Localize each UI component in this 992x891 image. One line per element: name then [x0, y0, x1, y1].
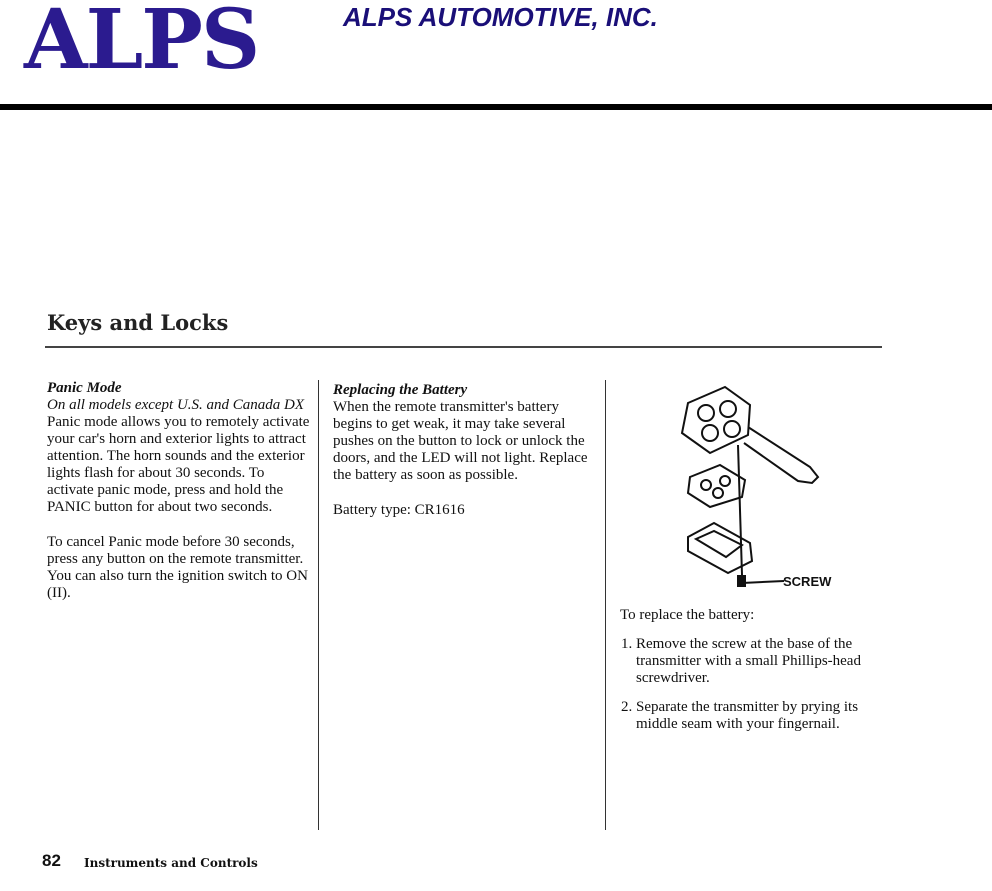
transmitter-exploded-illustration: [670, 385, 870, 600]
footer-title: Instruments and Controls: [84, 856, 258, 870]
list-item: 1. Remove the screw at the base of the transmitter with a small Phillips-head screwdriver.: [636, 636, 890, 687]
battery-column: [333, 382, 598, 519]
panic-mode-heading: Panic Mode: [47, 380, 122, 396]
battery-type: Battery type: CR1616: [333, 502, 465, 518]
column-divider: [605, 380, 606, 830]
panic-mode-description: Panic mode allows you to remotely activate your car's horn and exterior lights to attract attention. The horn sounds and the exterior lights flash for about 30 seconds. To activate panic mode, press and hold the PANIC button for about two seconds.: [47, 414, 310, 515]
section-rule: [45, 346, 882, 348]
company-name: ALPS AUTOMOTIVE, INC.: [343, 2, 658, 32]
screw-label: SCREW: [783, 574, 832, 589]
panic-mode-cancel: To cancel Panic mode before 30 seconds, press any button on the remote transmitter. You can also turn the ignition switch to ON (II).: [47, 534, 308, 601]
header-rule: [0, 104, 992, 110]
list-item: 2. Separate the transmitter by prying its middle seam with your fingernail.: [636, 699, 890, 733]
page-number: 82: [42, 851, 61, 870]
column-divider: [318, 380, 319, 830]
replace-battery-steps: [620, 636, 890, 733]
replace-battery-column: [620, 607, 890, 745]
panic-mode-models: On all models except U.S. and Canada DX: [47, 397, 305, 413]
alps-logo: ALPS: [24, 0, 259, 88]
replace-battery-intro: To replace the battery:: [620, 607, 755, 623]
panic-mode-column: [47, 380, 312, 602]
battery-heading: Replacing the Battery: [333, 382, 468, 398]
battery-description: When the remote transmitter's battery begins to get weak, it may take several pushes on the button to lock or unlock the doors, and the LED will not light. Replace the battery as soon as possible.: [333, 399, 588, 483]
section-title: Keys and Locks: [47, 310, 229, 335]
